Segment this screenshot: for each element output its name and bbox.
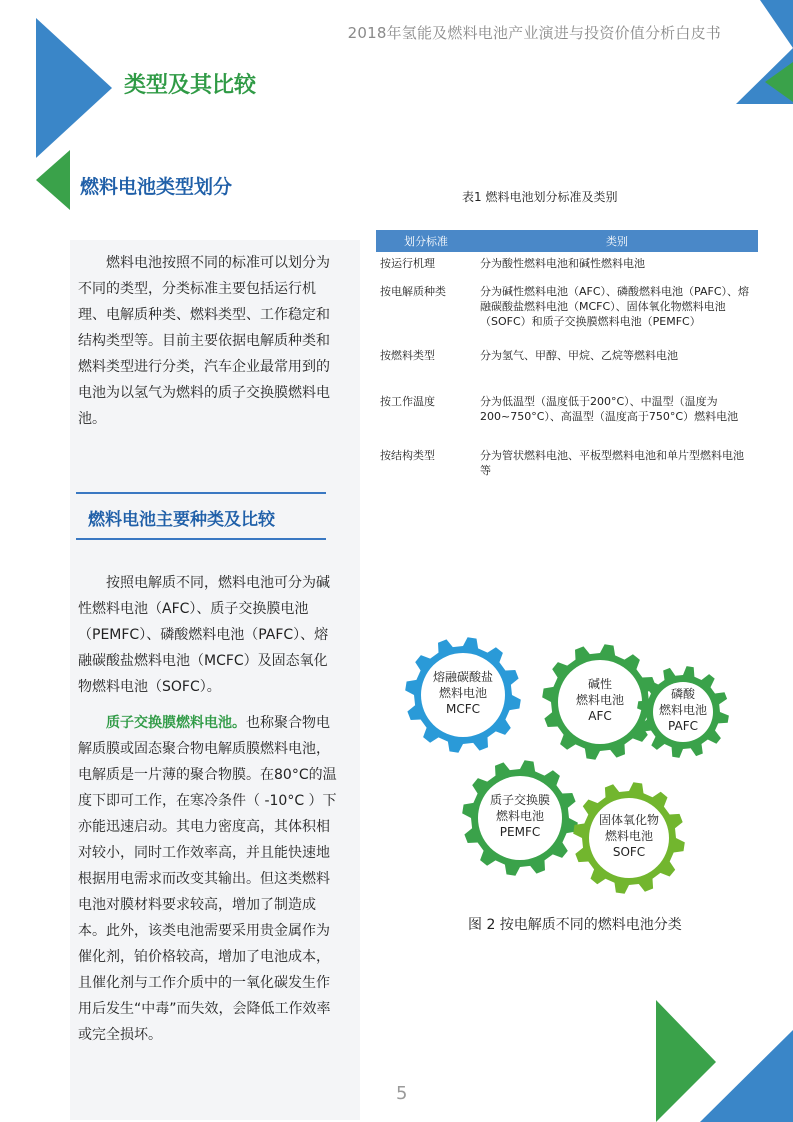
- bottom-green-triangle: [656, 1000, 716, 1122]
- table-header-category: 类别: [476, 230, 758, 252]
- table-header-standard: 划分标准: [376, 230, 476, 252]
- table-cell-category: 分为酸性燃料电池和碱性燃料电池: [480, 257, 645, 270]
- table-row: [376, 444, 758, 484]
- pemfc-paragraph: [78, 710, 340, 1048]
- gear-label-line: PEMFC: [499, 825, 541, 839]
- table-cell-category: 分为碱性燃料电池（AFC）、磷酸燃料电池（PAFC）、熔融碳酸盐燃料电池（MCFC）、固体氧化物燃料电池（SOFC）和质子交换膜燃料电池（PEMFC）: [480, 285, 749, 328]
- section-title: 类型及其比较: [124, 73, 257, 98]
- table-cell-standard: 按燃料类型: [380, 349, 435, 362]
- table-header-row: [376, 230, 758, 252]
- gear-label-line: PAFC: [668, 719, 698, 733]
- table-cell-category: 分为氢气、甲醇、甲烷、乙烷等燃料电池: [480, 349, 678, 362]
- gear-label-line: 磷酸: [670, 687, 696, 701]
- gear-label-line: MCFC: [445, 702, 481, 716]
- subsection-title-types: 燃料电池类型划分: [80, 176, 233, 198]
- gear-label-line: SOFC: [612, 845, 646, 859]
- table-cell-standard: 按工作温度: [380, 395, 435, 408]
- gear-label-line: 燃料电池: [658, 703, 708, 717]
- classification-table: [376, 230, 758, 484]
- pemfc-body: 也称聚合物电解质膜或固态聚合物电解质膜燃料电池，电解质是一片薄的聚合物膜。在80°C的温度下即可工作，在寒冷条件（ -10°C ）下亦能迅速启动。其电力密度高，其体积相对较小，同时工作效率高，并且能快速地根据用电需求而改变其输出。但这类燃料电池对膜材料要求较高，增加了制造成本。此外，该类电池需要采用贵金属作为催化剂，铂价格较高，增加了电池成本，且催化剂与工作介质中的一氧化碳发生作用后发生“中毒”而失效，会降低工作效率或完全损坏。: [78, 715, 337, 1043]
- table-cell-standard: 按结构类型: [380, 449, 435, 462]
- gear-label-line: 熔融碳酸盐: [432, 670, 494, 684]
- heading-rule-top: [76, 492, 326, 494]
- table-row: [376, 344, 758, 390]
- document-title: 2018年氢能及燃料电池产业演进与投资价值分析白皮书: [347, 24, 721, 42]
- table-cell-category: 分为低温型（温度低于200°C）、中温型（温度为200~750°C）、高温型（温度高于750°C）燃料电池: [480, 395, 739, 423]
- gear-label-line: 燃料电池: [438, 686, 488, 700]
- table-cell-standard: 按运行机理: [380, 257, 435, 270]
- gear-label-line: AFC: [588, 709, 612, 723]
- fuel-cell-gear-diagram: [400, 610, 740, 900]
- top-left-blue-triangle: [36, 18, 112, 158]
- heading-rule-bottom: [76, 538, 326, 540]
- gear-sofc: [573, 782, 685, 894]
- electrolyte-paragraph: 按照电解质不同，燃料电池可分为碱性燃料电池（AFC）、质子交换膜电池（PEMFC）、磷酸燃料电池（PAFC）、熔融碳酸盐燃料电池（MCFC）及固态氧化物燃料电池（SOFC）。: [78, 575, 330, 695]
- table-caption: 表1 燃料电池划分标准及类别: [462, 190, 618, 204]
- gear-label-line: 燃料电池: [495, 809, 545, 823]
- bottom-blue-triangle: [700, 1030, 793, 1122]
- page-number: 5: [396, 1083, 408, 1104]
- figure-caption: 图 2 按电解质不同的燃料电池分类: [468, 917, 682, 933]
- subsection-title-comparison: 燃料电池主要种类及比较: [88, 510, 275, 530]
- gear-label-line: 碱性: [587, 677, 613, 691]
- gear-label-line: 固体氧化物: [598, 813, 660, 827]
- table-cell-category: 分为管状燃料电池、平板型燃料电池和单片型燃料电池等: [480, 449, 744, 477]
- classification-paragraph: 燃料电池按照不同的标准可以划分为不同的类型，分类标准主要包括运行机理、电解质种类、燃料类型、工作稳定和结构类型等。目前主要依据电解质种类和燃料类型进行分类，汽车企业最常用到的电池为以氢气为燃料的质子交换膜燃料电池。: [78, 255, 330, 427]
- table-row: [376, 390, 758, 444]
- gear-label-line: 燃料电池: [575, 693, 625, 707]
- table-row: [376, 280, 758, 344]
- gear-label-line: 质子交换膜: [489, 793, 551, 807]
- table-row: [376, 252, 758, 280]
- gear-label-line: 燃料电池: [604, 829, 654, 843]
- table-cell-standard: 按电解质种类: [380, 285, 446, 298]
- gear-mcfc: [405, 637, 521, 753]
- pemfc-highlight: 质子交换膜燃料电池。: [106, 715, 246, 731]
- gear-pemfc: [462, 760, 578, 876]
